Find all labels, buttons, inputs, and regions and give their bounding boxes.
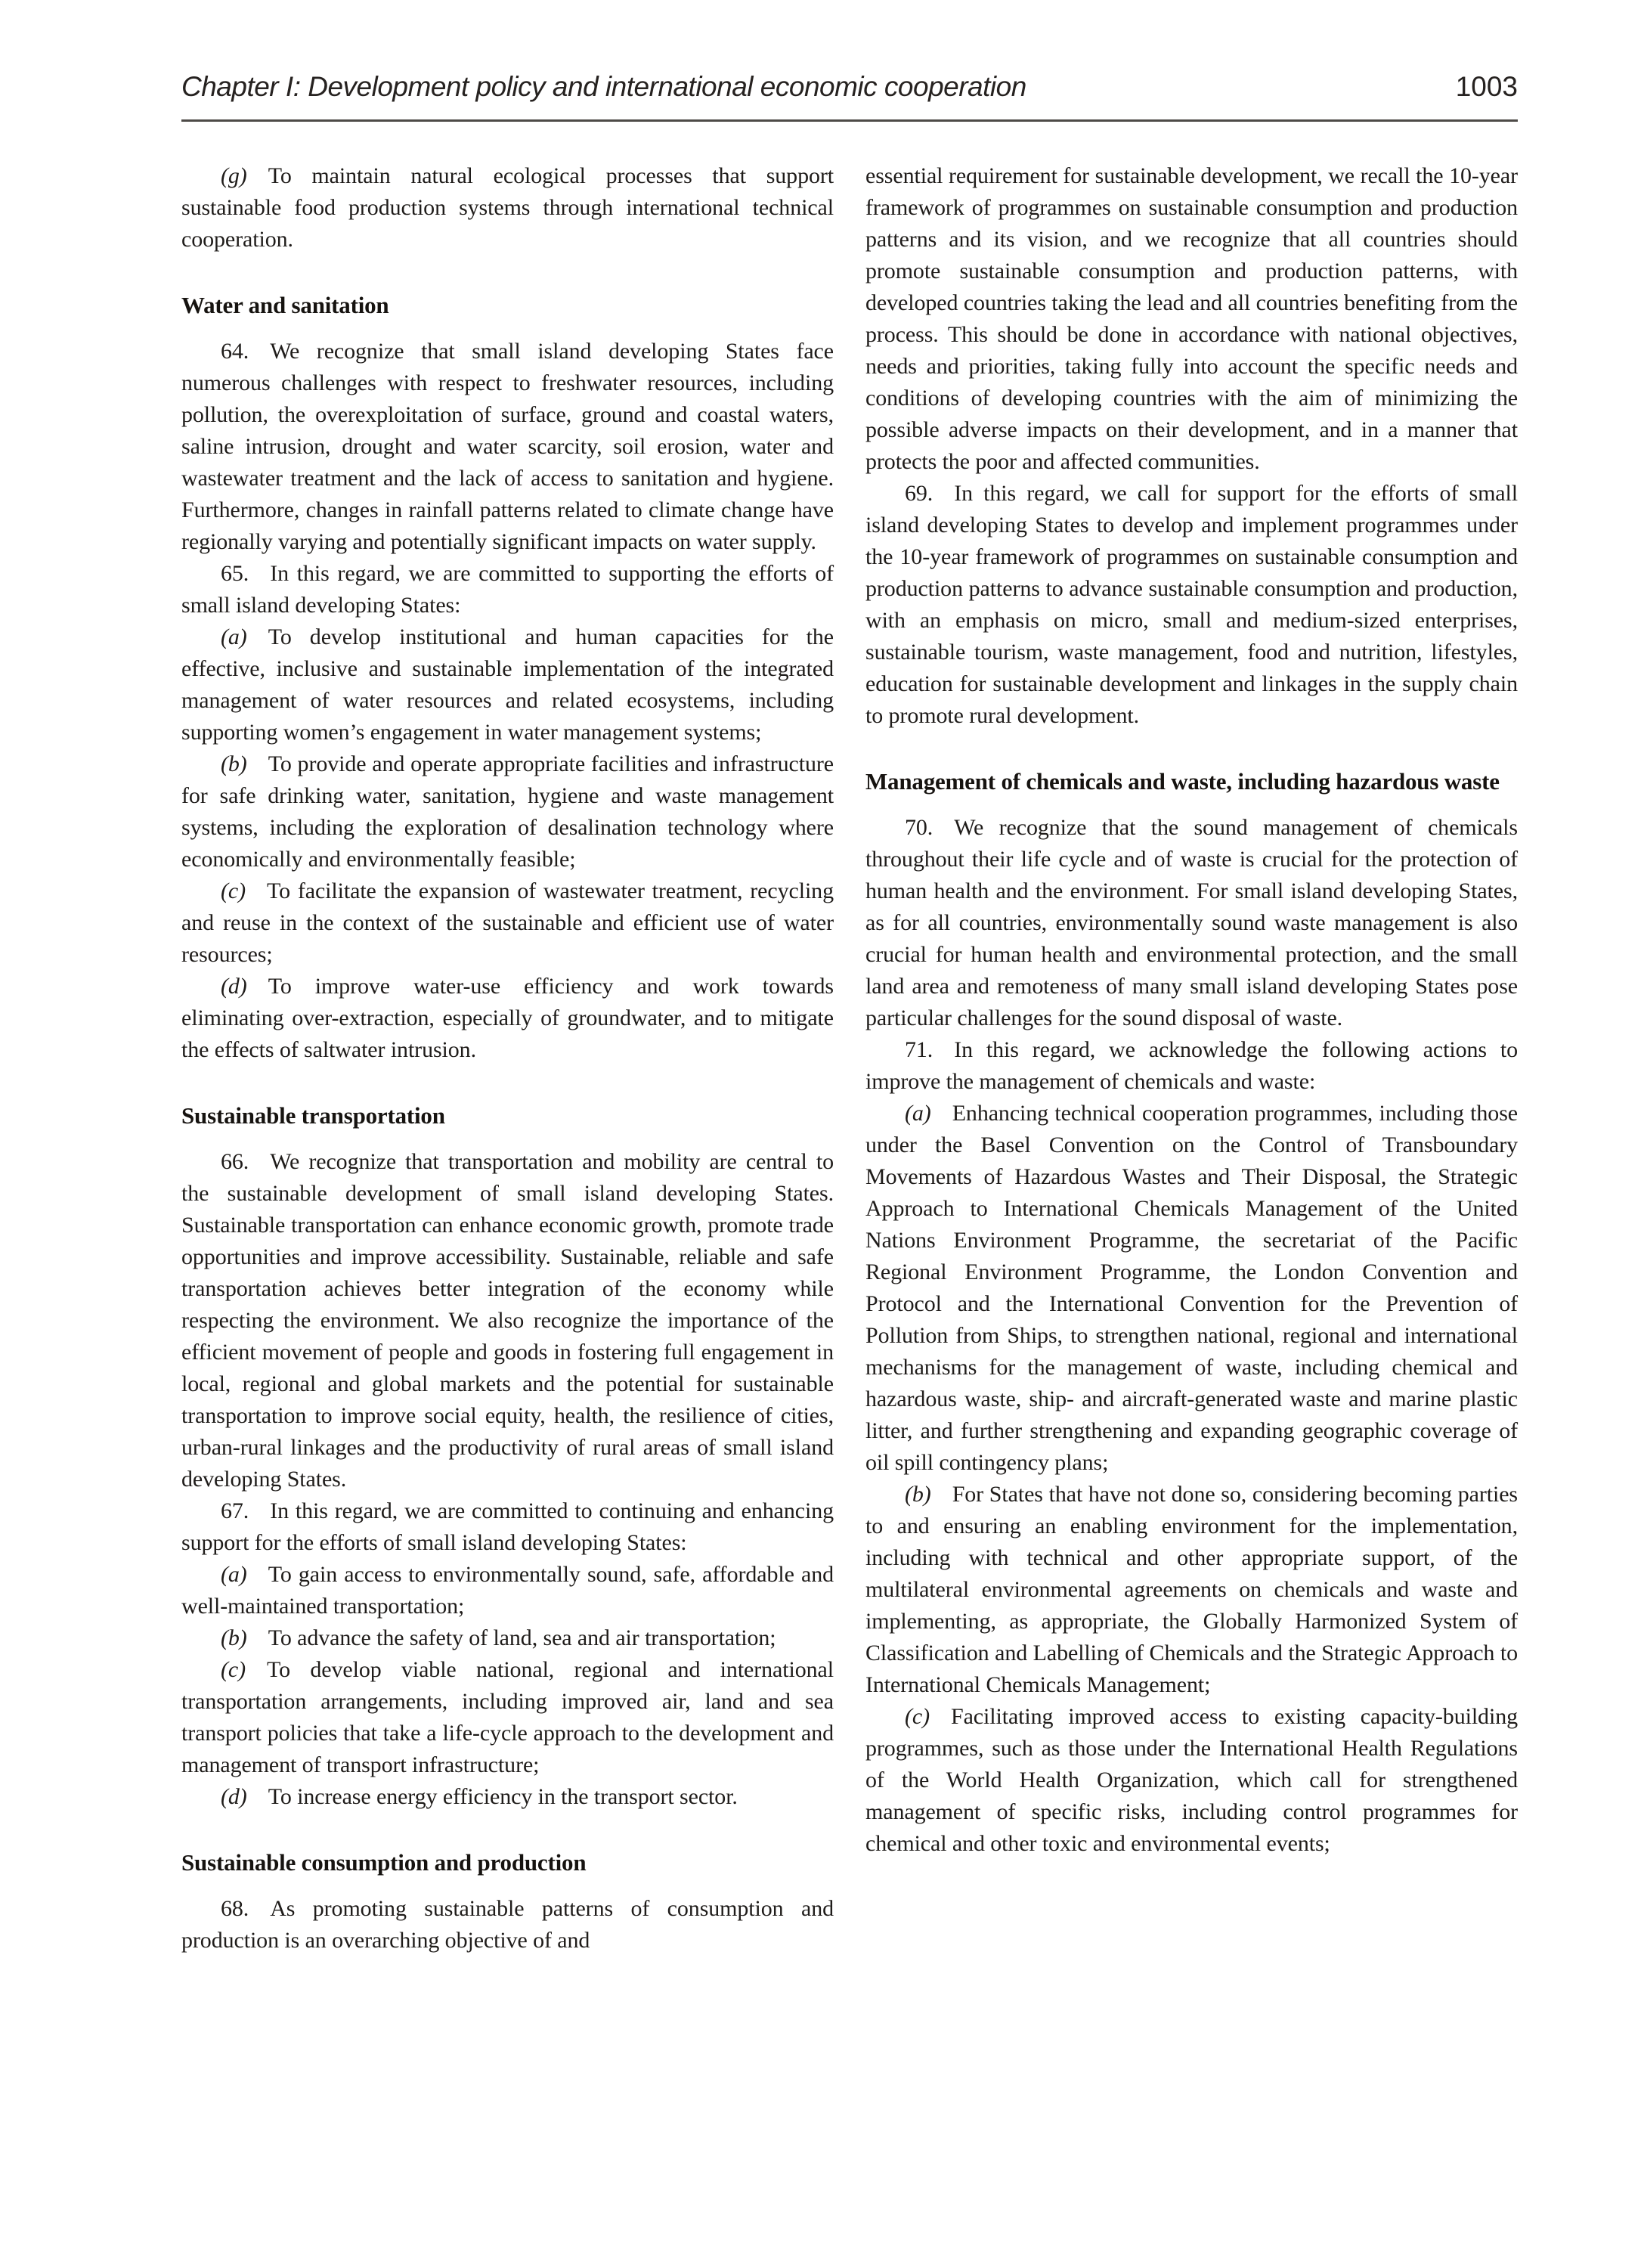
paragraph-marker: 66.: [221, 1149, 249, 1174]
paragraph-marker: 64.: [221, 339, 249, 364]
text-columns: [181, 160, 1518, 1957]
paragraph: [865, 160, 1518, 478]
paragraph-text: In this regard, we acknowledge the following actions to improve the management of chemicals and waste:: [865, 1037, 1518, 1094]
paragraph-marker: 65.: [221, 561, 249, 586]
paragraph-text: For States that have not done so, considering becoming parties to and ensuring an enabling environment for the implementation, including with technical and other appropriate support, of the multilateral environmental agreements on chemicals and waste and implementing, as appropriate, the Globally Harmonized System of Classification and Labelling of Chemicals and the Strategic Approach to International Chemicals Management;: [865, 1482, 1518, 1697]
paragraph-text: In this regard, we are committed to continuing and enhancing support for the efforts of small island developing States:: [181, 1498, 834, 1555]
paragraph: [181, 1146, 834, 1495]
paragraph-marker: (d): [221, 1784, 247, 1809]
paragraph-marker: (b): [221, 1625, 247, 1650]
paragraph-marker: (a): [905, 1101, 931, 1126]
paragraph: [865, 1098, 1518, 1479]
paragraph-marker: (a): [221, 1562, 247, 1587]
paragraph-text: To improve water-use efficiency and work towards eliminating over-extraction, especially of groundwater, and to mitigate the effects of saltwater intrusion.: [181, 974, 834, 1062]
paragraph: [181, 1495, 834, 1559]
page-number: 1003: [1455, 71, 1518, 102]
page-header: [181, 71, 1518, 103]
right-column: [865, 160, 1518, 1957]
paragraph: [181, 621, 834, 748]
paragraph-marker: (d): [221, 974, 247, 999]
paragraph-text: Enhancing technical cooperation programmes, including those under the Basel Convention on the Control of Transboundary Movements of Hazardous Wastes and Their Disposal, the Strategic Approach to International Chemicals Management of the United Nations Environment Programme, the secretariat of the Pacific Regional Environment Programme, the London Convention and Protocol and the International Convention for the Prevention of Pollution from Ships, to strengthen national, regional and international mechanisms for the management of waste, including chemical and hazardous waste, ship- and aircraft-generated waste and marine plastic litter, and further strengthening and expanding geographic coverage of oil spill contingency plans;: [865, 1101, 1518, 1475]
paragraph-text: To facilitate the expansion of wastewater treatment, recycling and reuse in the context of the sustainable and efficient use of water resources;: [181, 878, 834, 967]
paragraph-text: To increase energy efficiency in the transport sector.: [268, 1784, 738, 1809]
paragraph-marker: (b): [221, 751, 247, 776]
section-heading: Sustainable transportation: [181, 1102, 445, 1129]
paragraph-marker: 68.: [221, 1896, 249, 1921]
left-column: [181, 160, 834, 1957]
paragraph-text: As promoting sustainable patterns of consumption and production is an overarching objective of and: [181, 1896, 834, 1953]
paragraph: [181, 1654, 834, 1781]
paragraph: [181, 875, 834, 971]
section-heading: Management of chemicals and waste, including hazardous waste: [865, 768, 1500, 795]
paragraph: [865, 1701, 1518, 1860]
paragraph-text: In this regard, we are committed to supporting the efforts of small island developing States:: [181, 561, 834, 618]
paragraph-marker: (g): [221, 163, 247, 188]
paragraph-text: Facilitating improved access to existing capacity-building programmes, such as those under the International Health Regulations of the World Health Organization, which call for strengthened management of specific risks, including control programmes for chemical and other toxic and environmental events;: [865, 1704, 1518, 1856]
paragraph: [181, 971, 834, 1066]
paragraph-marker: 71.: [905, 1037, 933, 1062]
paragraph: [181, 1622, 834, 1654]
paragraph-text: We recognize that transportation and mobility are central to the sustainable development of small island developing States. Sustainable transportation can enhance economic growth, promote trade opportunities and improve accessibility. Sustainable, reliable and safe transportation achieves better integration of the economy while respecting the environment. We also recognize the importance of the efficient movement of people and goods in fostering full engagement in local, regional and global markets and the potential for sustainable transportation to improve social equity, health, the resilience of cities, urban-rural linkages and the productivity of rural areas of small island developing States.: [181, 1149, 834, 1492]
paragraph-marker: (c): [221, 878, 246, 903]
section-heading: Water and sanitation: [181, 292, 389, 318]
paragraph-marker: 67.: [221, 1498, 249, 1523]
paragraph-text: In this regard, we call for support for the efforts of small island developing States to develop and implement programmes under the 10-year framework of programmes on sustainable consumption and production patterns to advance sustainable consumption and production, with an emphasis on micro, small and medium-sized enterprises, sustainable tourism, waste management, food and nutrition, lifestyles, education for sustainable development and linkages in the supply chain to promote rural development.: [865, 481, 1518, 728]
paragraph-marker: (b): [905, 1482, 931, 1507]
paragraph-text: essential requirement for sustainable development, we recall the 10-year framework of programmes on sustainable consumption and production patterns and its vision, and we recognize that all countries should promote sustainable consumption and production patterns, with developed countries taking the lead and all countries benefiting from the process. This should be done in accordance with national objectives, needs and priorities, taking fully into account the specific needs and conditions of developing countries with the aim of minimizing the possible adverse impacts on their development, and in a manner that protects the poor and affected communities.: [865, 163, 1518, 474]
paragraph: [181, 1781, 834, 1813]
paragraph-text: To gain access to environmentally sound, safe, affordable and well-maintained transportation;: [181, 1562, 834, 1619]
header-rule: [181, 119, 1518, 122]
paragraph: [865, 812, 1518, 1034]
paragraph-text: To develop viable national, regional and international transportation arrangements, including improved air, land and sea transport policies that take a life-cycle approach to the development and management of transport infrastructure;: [181, 1657, 834, 1777]
chapter-title: Chapter I: Development policy and international economic cooperation: [181, 71, 1026, 102]
paragraph: [181, 336, 834, 558]
paragraph: [865, 478, 1518, 732]
paragraph: [181, 1893, 834, 1957]
paragraph: [865, 1034, 1518, 1098]
paragraph-marker: (c): [221, 1657, 246, 1682]
paragraph: [181, 748, 834, 875]
paragraph-text: To develop institutional and human capacities for the effective, inclusive and sustainable implementation of the integrated management of water resources and related ecosystems, including supporting women’s engagement in water management systems;: [181, 624, 834, 745]
paragraph-text: To maintain natural ecological processes that support sustainable food production systems through international technical cooperation.: [181, 163, 834, 252]
paragraph-marker: (a): [221, 624, 247, 649]
paragraph-marker: (c): [905, 1704, 930, 1729]
section-heading: Sustainable consumption and production: [181, 1849, 587, 1876]
paragraph: [181, 1559, 834, 1622]
paragraph-marker: 69.: [905, 481, 933, 506]
paragraph: [181, 558, 834, 621]
paragraph: [865, 1479, 1518, 1701]
paragraph: [181, 160, 834, 256]
paragraph-text: We recognize that the sound management of chemicals throughout their life cycle and of waste is crucial for the protection of human health and the environment. For small island developing States, as for all countries, environmentally sound waste management is also crucial for human health and environmental protection, and the small land area and remoteness of many small island developing States pose particular challenges for the sound disposal of waste.: [865, 815, 1518, 1030]
paragraph-text: To advance the safety of land, sea and air transportation;: [268, 1625, 776, 1650]
paragraph-marker: 70.: [905, 815, 933, 840]
paragraph-text: To provide and operate appropriate facilities and infrastructure for safe drinking water, sanitation, hygiene and waste management systems, including the exploration of desalination technology where economically and environmentally feasible;: [181, 751, 834, 872]
paragraph-text: We recognize that small island developing States face numerous challenges with respect to freshwater resources, including pollution, the overexploitation of surface, ground and coastal waters, saline intrusion, drought and water scarcity, soil erosion, water and wastewater treatment and the lack of access to sanitation and hygiene. Furthermore, changes in rainfall patterns related to climate change have regionally varying and potentially significant impacts on water supply.: [181, 339, 834, 554]
